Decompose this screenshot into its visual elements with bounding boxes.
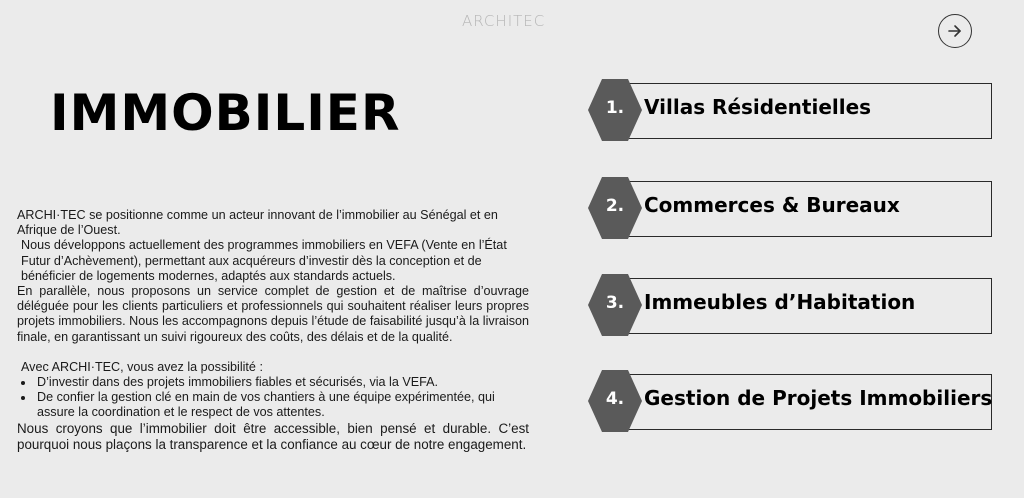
benefits-list: [17, 375, 529, 421]
service-label: Gestion de Projets Immobiliers: [644, 386, 993, 410]
possibility-heading: Avec ARCHI·TEC, vous avez la possibilité :: [21, 359, 263, 374]
arrow-right-icon: [945, 21, 965, 41]
service-label: Commerces & Bureaux: [644, 193, 900, 217]
page-title: IMMOBILIER: [50, 84, 401, 142]
service-item-immeubles[interactable]: [586, 274, 996, 338]
list-item: • De confier la gestion clé en main de vos chantiers à une équipe expérimentée, qui assure la coordination et le respect de vos attentes.: [35, 390, 529, 420]
list-item: • D’investir dans des projets immobiliers fiables et sécurisés, via la VEFA.: [35, 375, 529, 390]
service-number: 1.: [605, 98, 625, 118]
intro-paragraph-1: ARCHI·TEC se positionne comme un acteur innovant de l’immobilier au Sénégal et en Afrique de l’Ouest.: [17, 208, 498, 238]
service-number: 3.: [605, 293, 625, 313]
service-item-commerces[interactable]: [586, 177, 996, 241]
intro-paragraph-3: En parallèle, nous proposons un service complet de gestion et de maîtrise d’ouvrage déléguée pour les clients particuliers et professionnels qui souhaitent réaliser leurs propres projets immobiliers. Nous les accompagnons depuis l’étude de faisabilité jusqu’à la livraison finale, en garantissant un suivi rigoureux des coûts, des délais et de la qualité.: [17, 284, 529, 344]
intro-paragraph-2: Nous développons actuellement des programmes immobiliers en VEFA (Vente en l’État Futur d’Achèvement), permettant aux acquéreurs d’investir dès la conception et de bénéficier de logements modernes, adaptés aux standards actuels.: [21, 238, 507, 283]
brand-logo: ARCHITEC: [462, 12, 546, 30]
service-label: Immeubles d’Habitation: [644, 290, 916, 314]
next-button[interactable]: [938, 14, 972, 48]
closing-paragraph: Nous croyons que l’immobilier doit être accessible, bien pensé et durable. C’est pourquoi nous plaçons la transparence et la confiance au cœur de notre engagement.: [17, 420, 529, 453]
service-number: 2.: [605, 196, 625, 216]
service-item-gestion[interactable]: [586, 370, 996, 434]
service-item-villas[interactable]: [586, 79, 996, 143]
intro-text: [17, 208, 529, 453]
service-number: 4.: [605, 389, 625, 409]
service-label: Villas Résidentielles: [644, 95, 872, 119]
